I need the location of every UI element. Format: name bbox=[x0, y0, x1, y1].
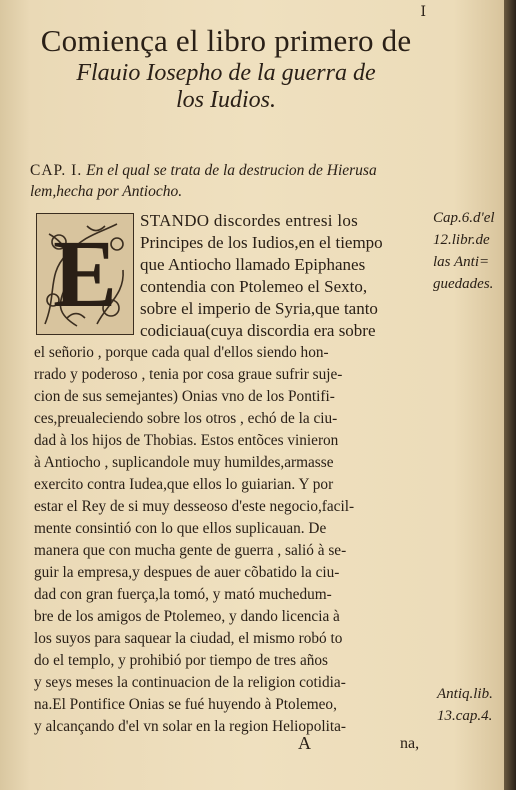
margin-note-line: guedades. bbox=[433, 276, 494, 292]
text-line: à Antiocho , suplicandole muy humildes,armasse bbox=[34, 454, 334, 471]
text-line: dad à los hijos de Thobias. Estos entõces vinieron bbox=[34, 432, 339, 449]
text-line: contendia con Ptolemeo el Sexto, bbox=[140, 277, 368, 296]
title-line-2: Flauio Iosepho de la guerra de bbox=[76, 60, 376, 86]
margin-note-line: Antiq.lib. bbox=[437, 686, 493, 702]
text-line: na.El Pontifice Onias se fué huyendo à Ptolemeo, bbox=[34, 696, 337, 713]
title-line-3: los Iudios. bbox=[175, 87, 276, 113]
text-line: los suyos para saquear la ciudad, el mismo robó to bbox=[34, 630, 343, 647]
text-line: rrado y poderoso , tenia por cosa graue sufrir suje- bbox=[34, 366, 343, 383]
chapter-summary-line-2: lem,hecha por Antiocho. bbox=[30, 183, 183, 200]
text-line: ces,preualeciendo sobre los otros , echó de la ciu- bbox=[34, 410, 338, 427]
text-line: y alcançando d'el vn solar en la region Heliopolita- bbox=[34, 718, 346, 735]
chapter-heading bbox=[30, 160, 430, 202]
book-gutter bbox=[504, 0, 516, 790]
margin-note-line: Cap.6.d'el bbox=[433, 210, 495, 226]
text-line: mente consintió con lo que ellos suplicauan. De bbox=[34, 520, 327, 537]
text-line: estar el Rey de si muy desseoso d'este negocio,facil- bbox=[34, 498, 355, 515]
text-line: STANDO discordes entresi los bbox=[140, 211, 359, 230]
signature-mark: A bbox=[298, 733, 311, 753]
decorated-initial bbox=[36, 213, 134, 335]
text-line: que Antiocho llamado Epiphanes bbox=[140, 255, 366, 274]
margin-note-1 bbox=[433, 207, 495, 295]
chapter-label: CAP. I. bbox=[30, 162, 83, 179]
text-line: exercito contra Iudea,que ellos lo guiarian. Y por bbox=[34, 476, 334, 493]
text-line: manera que con mucha gente de guerra , salió à se- bbox=[34, 542, 347, 559]
chapter-summary-line-1: En el qual se trata de la destrucion de Hierusa bbox=[86, 162, 377, 179]
text-line: bre de los amigos de Ptolemeo, y dando licencia à bbox=[34, 608, 340, 625]
margin-note-line: las Anti= bbox=[433, 254, 490, 270]
title-line-1: Comiença el libro primero de bbox=[40, 23, 412, 58]
text-line: el señorio , porque cada qual d'ellos siendo hon- bbox=[34, 344, 329, 361]
initial-letter: E bbox=[52, 220, 118, 327]
margin-note-line: 12.libr.de bbox=[433, 232, 490, 248]
book-title bbox=[26, 22, 426, 114]
text-line: sobre el imperio de Syria,que tanto bbox=[140, 299, 378, 318]
page-number: I bbox=[420, 4, 426, 20]
margin-note-line: 13.cap.4. bbox=[437, 708, 493, 724]
text-line: do el templo, y prohibió por tiempo de tres años bbox=[34, 652, 328, 669]
margin-note-2 bbox=[437, 683, 493, 727]
catchword: na, bbox=[400, 735, 420, 752]
text-line: codiciaua(cuya discordia era sobre bbox=[140, 321, 376, 340]
text-line: Principes de los Iudios,en el tiempo bbox=[140, 233, 383, 252]
text-line: cion de sus semejantes) Onias vno de los Pontifi- bbox=[34, 388, 335, 405]
text-line: dad con gran fuerça,la tomó, y mató muchedum- bbox=[34, 586, 332, 603]
text-line: guir la empresa,y despues de auer cõbatido la ciu- bbox=[34, 564, 340, 581]
text-line: y seys meses la continuacion de la religion cotidia- bbox=[34, 674, 346, 691]
